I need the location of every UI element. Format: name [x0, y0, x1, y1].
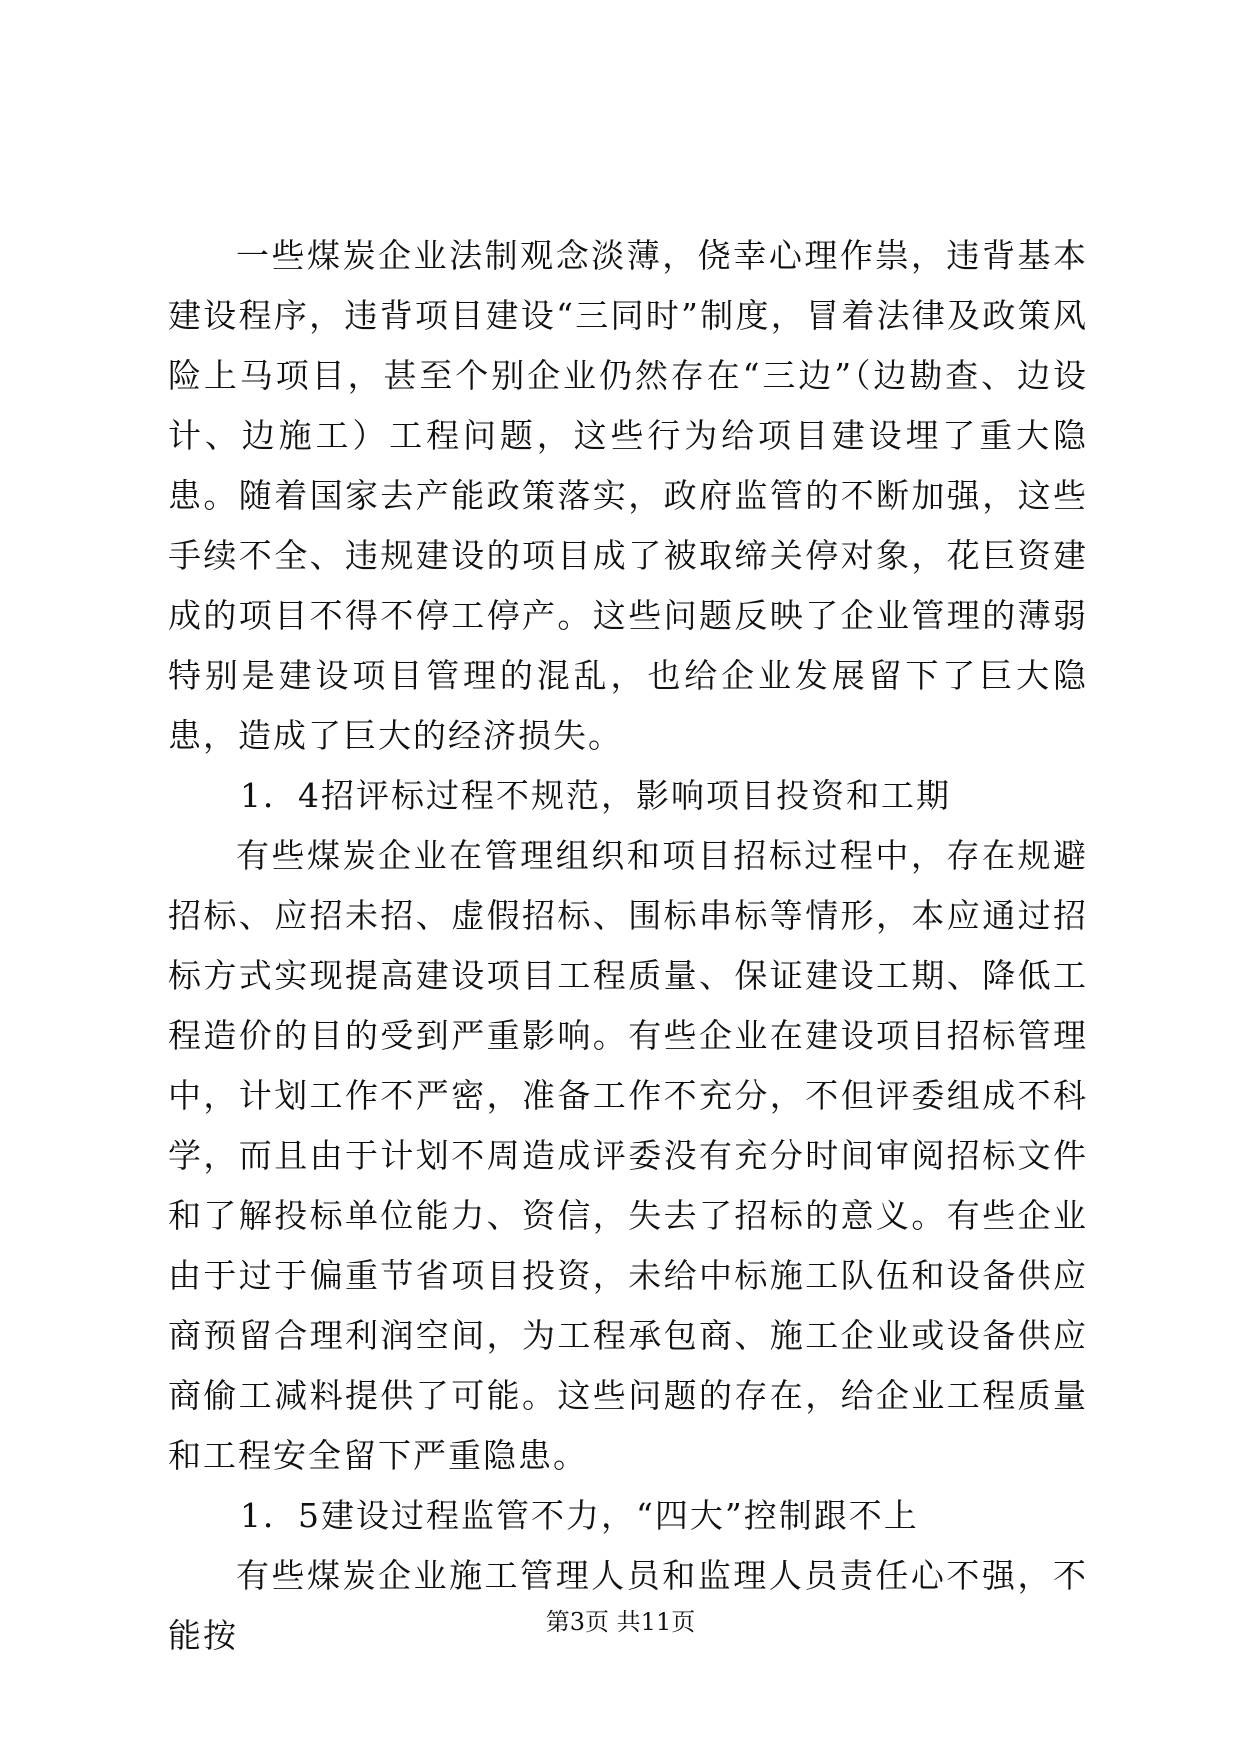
paragraph-bidding: 有些煤炭企业在管理组织和项目招标过程中，存在规避招标、应招未招、虚假招标、围标串标等情形，本应通过招标方式实现提高建设项目工程质量、保证建设工期、降低工程造价的目的受到严重影响。有些企业在建设项目招标管理中，计划工作不严密，准备工作不充分，不但评委组成不科学，而且由于计划不周造成评委没有充分时间审阅招标文件和了解投标单位能力、资信，失去了招标的意义。有些企业由于过于偏重节省项目投资，未给中标施工队伍和设备供应商预留合理利润空间，为工程承包商、施工企业或设备供应商偷工减料提供了可能。这些问题的存在，给企业工程质量和工程安全留下严重隐患。 [168, 836, 1088, 1475]
document-body [168, 226, 1088, 1666]
page-number-footer: 第3页 共11页 [545, 1608, 696, 1636]
paragraph-legal-awareness: 一些煤炭企业法制观念淡薄，侥幸心理作祟，违背基本建设程序，违背项目建设“三同时”制度，冒着法律及政策风险上马项目，甚至个别企业仍然存在“三边”（边勘查、边设计、边施工）工程问题，这些行为给项目建设埋了重大隐患。随着国家去产能政策落实，政府监管的不断加强，这些手续不全、违规建设的项目成了被取缔关停对象，花巨资建成的项目不得不停工停产。这些问题反映了企业管理的薄弱特别是建设项目管理的混乱，也给企业发展留下了巨大隐患，造成了巨大的经济损失。 [168, 236, 1088, 755]
section-heading-1-4: 1．4招评标过程不规范，影响项目投资和工期 [240, 776, 951, 815]
section-heading-1-5: 1．5建设过程监管不力，“四大”控制跟不上 [240, 1496, 919, 1535]
paragraph-supervision: 有些煤炭企业施工管理人员和监理人员责任心不强，不能按 [168, 1556, 1088, 1655]
